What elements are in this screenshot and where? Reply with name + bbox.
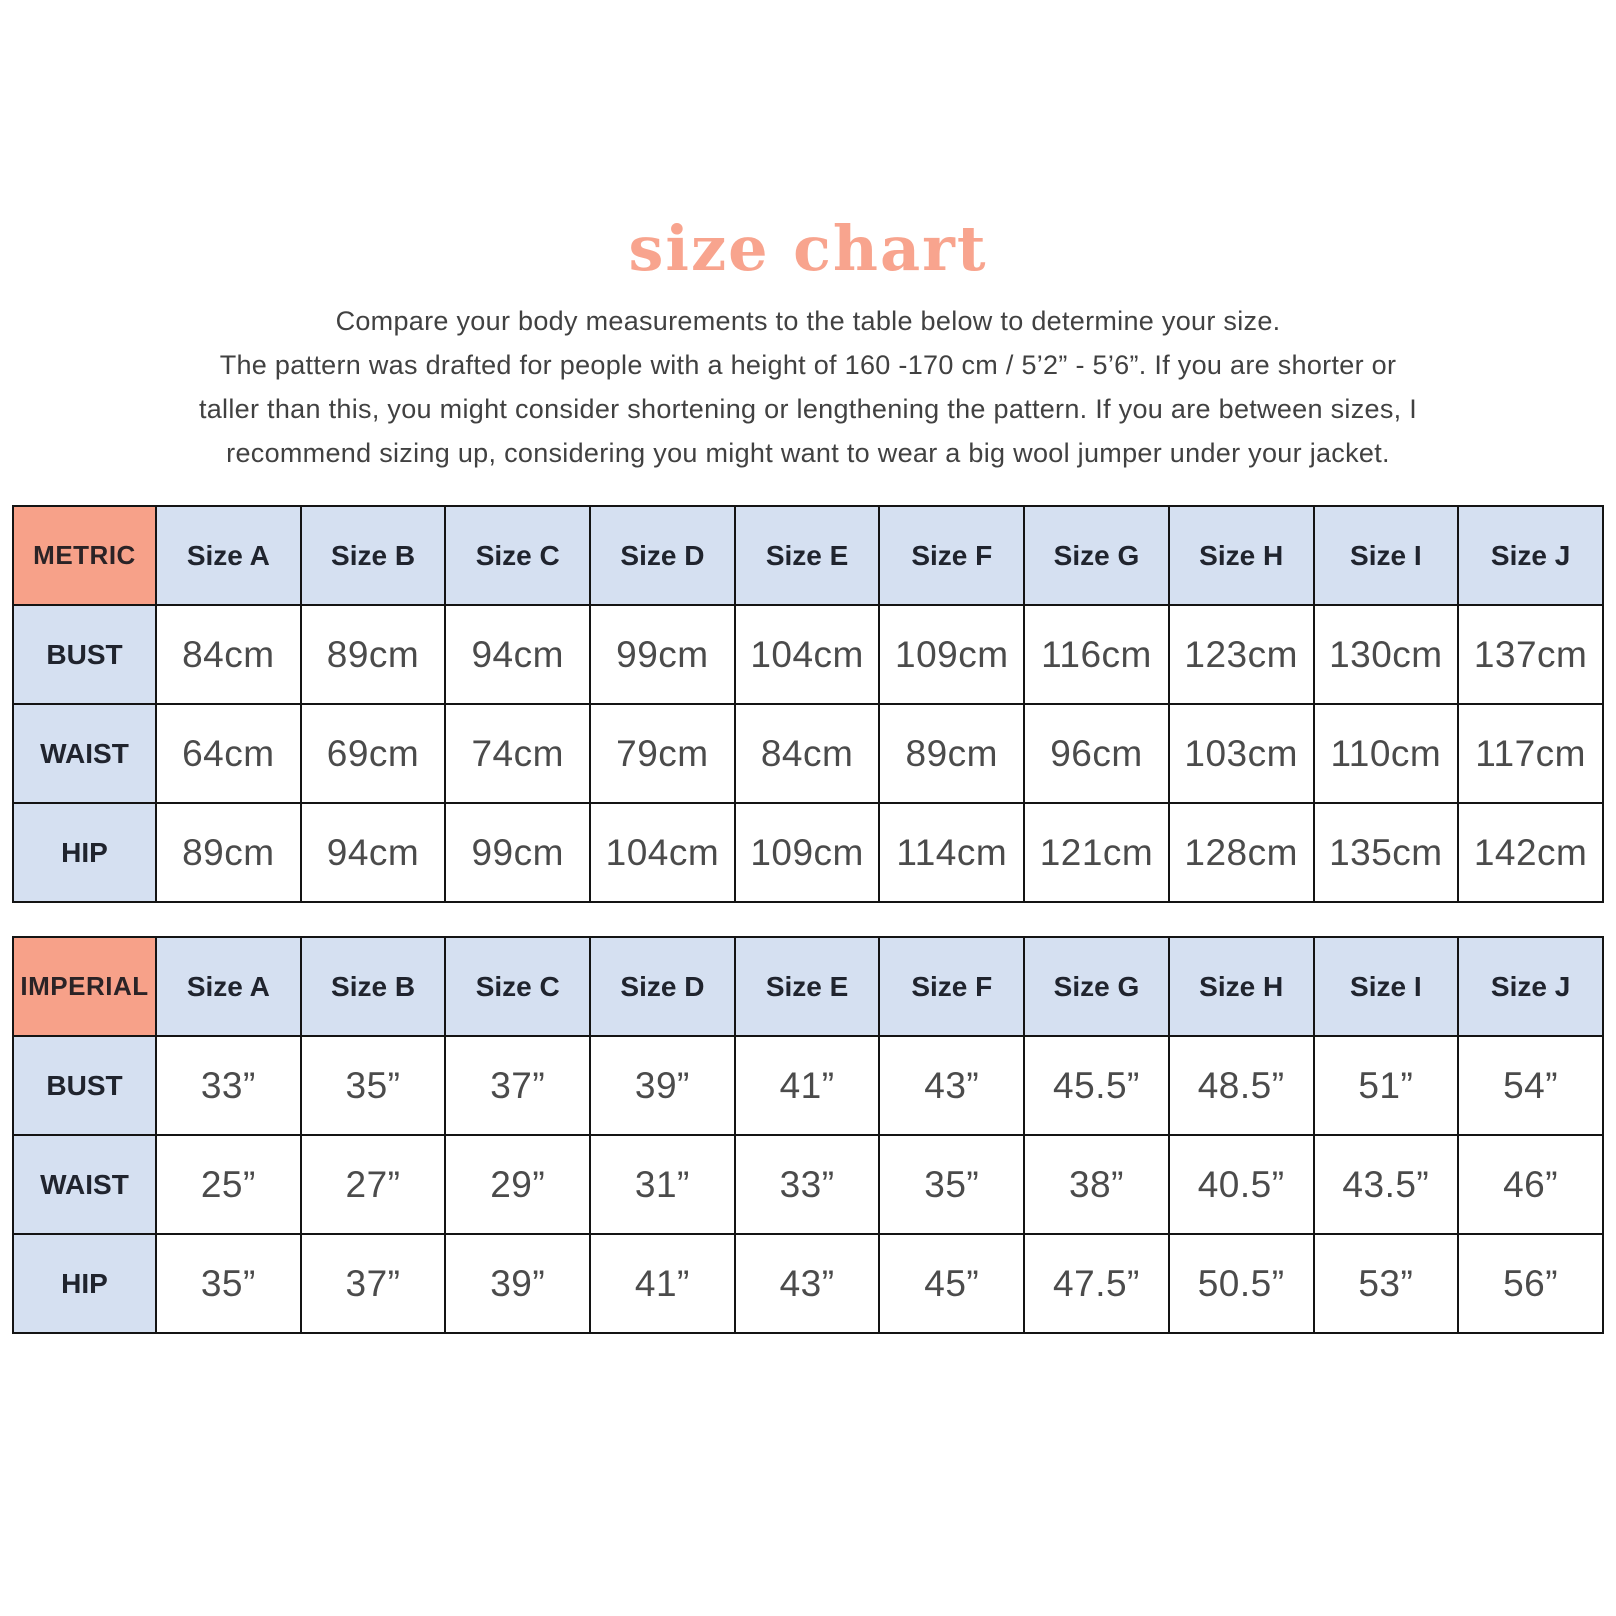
measurement-value-cell: 130cm — [1314, 605, 1459, 704]
intro-line-4: recommend sizing up, considering you might want to wear a big wool jumper under your jacket. — [226, 438, 1390, 468]
imperial-corner-label: IMPERIAL — [13, 937, 156, 1036]
measurement-value-cell: 43.5” — [1314, 1135, 1459, 1234]
measurement-value-cell: 38” — [1024, 1135, 1169, 1234]
imperial-size-column-header-6: Size F — [879, 937, 1024, 1036]
imperial-size-column-header-9: Size I — [1314, 937, 1459, 1036]
measurement-value-cell: 56” — [1458, 1234, 1603, 1333]
metric-row-label-hip: HIP — [13, 803, 156, 902]
metric-size-column-header-5: Size E — [735, 506, 880, 605]
intro-text — [0, 299, 1616, 475]
metric-row-label-bust: BUST — [13, 605, 156, 704]
imperial-size-column-header-5: Size E — [735, 937, 880, 1036]
metric-size-column-header-3: Size C — [445, 506, 590, 605]
measurement-value-cell: 74cm — [445, 704, 590, 803]
measurement-value-cell: 35” — [301, 1036, 446, 1135]
metric-size-column-header-10: Size J — [1458, 506, 1603, 605]
measurement-value-cell: 109cm — [735, 803, 880, 902]
metric-size-column-header-9: Size I — [1314, 506, 1459, 605]
intro-line-2: The pattern was drafted for people with a height of 160 -170 cm / 5’2” - 5’6”. If you are shorter or — [219, 350, 1397, 380]
measurement-value-cell: 117cm — [1458, 704, 1603, 803]
measurement-value-cell: 54” — [1458, 1036, 1603, 1135]
metric-size-column-header-2: Size B — [301, 506, 446, 605]
measurement-value-cell: 40.5” — [1169, 1135, 1314, 1234]
measurement-value-cell: 94cm — [301, 803, 446, 902]
imperial-size-column-header-3: Size C — [445, 937, 590, 1036]
intro-line-3: taller than this, you might consider shortening or lengthening the pattern. If you are between sizes, I — [198, 394, 1418, 424]
imperial-row-label-waist: WAIST — [13, 1135, 156, 1234]
measurement-value-cell: 84cm — [735, 704, 880, 803]
measurement-value-cell: 137cm — [1458, 605, 1603, 704]
measurement-value-cell: 33” — [156, 1036, 301, 1135]
measurement-value-cell: 128cm — [1169, 803, 1314, 902]
measurement-value-cell: 39” — [590, 1036, 735, 1135]
measurement-value-cell: 50.5” — [1169, 1234, 1314, 1333]
measurement-value-cell: 41” — [735, 1036, 880, 1135]
intro-line-1: Compare your body measurements to the table below to determine your size. — [335, 306, 1281, 336]
measurement-value-cell: 96cm — [1024, 704, 1169, 803]
measurement-value-cell: 41” — [590, 1234, 735, 1333]
imperial-size-column-header-4: Size D — [590, 937, 735, 1036]
imperial-size-column-header-7: Size G — [1024, 937, 1169, 1036]
measurement-value-cell: 142cm — [1458, 803, 1603, 902]
measurement-value-cell: 64cm — [156, 704, 301, 803]
metric-size-column-header-7: Size G — [1024, 506, 1169, 605]
measurement-value-cell: 89cm — [879, 704, 1024, 803]
measurement-value-cell: 33” — [735, 1135, 880, 1234]
measurement-value-cell: 27” — [301, 1135, 446, 1234]
measurement-value-cell: 104cm — [735, 605, 880, 704]
imperial-size-column-header-10: Size J — [1458, 937, 1603, 1036]
metric-size-table — [12, 505, 1604, 903]
measurement-value-cell: 116cm — [1024, 605, 1169, 704]
metric-corner-label: METRIC — [13, 506, 156, 605]
measurement-value-cell: 84cm — [156, 605, 301, 704]
metric-size-column-header-6: Size F — [879, 506, 1024, 605]
measurement-value-cell: 104cm — [590, 803, 735, 902]
measurement-value-cell: 47.5” — [1024, 1234, 1169, 1333]
measurement-value-cell: 35” — [156, 1234, 301, 1333]
measurement-value-cell: 35” — [879, 1135, 1024, 1234]
measurement-value-cell: 103cm — [1169, 704, 1314, 803]
measurement-value-cell: 37” — [301, 1234, 446, 1333]
measurement-value-cell: 46” — [1458, 1135, 1603, 1234]
measurement-value-cell: 25” — [156, 1135, 301, 1234]
measurement-value-cell: 89cm — [156, 803, 301, 902]
measurement-value-cell: 43” — [735, 1234, 880, 1333]
measurement-value-cell: 45.5” — [1024, 1036, 1169, 1135]
measurement-value-cell: 45” — [879, 1234, 1024, 1333]
page-title: size chart — [628, 212, 988, 285]
measurement-value-cell: 94cm — [445, 605, 590, 704]
measurement-value-cell: 114cm — [879, 803, 1024, 902]
measurement-value-cell: 99cm — [590, 605, 735, 704]
measurement-value-cell: 69cm — [301, 704, 446, 803]
metric-size-column-header-1: Size A — [156, 506, 301, 605]
imperial-size-column-header-8: Size H — [1169, 937, 1314, 1036]
measurement-value-cell: 29” — [445, 1135, 590, 1234]
imperial-row-label-bust: BUST — [13, 1036, 156, 1135]
measurement-value-cell: 109cm — [879, 605, 1024, 704]
metric-size-column-header-4: Size D — [590, 506, 735, 605]
measurement-value-cell: 51” — [1314, 1036, 1459, 1135]
measurement-value-cell: 135cm — [1314, 803, 1459, 902]
imperial-row-label-hip: HIP — [13, 1234, 156, 1333]
measurement-value-cell: 89cm — [301, 605, 446, 704]
measurement-value-cell: 121cm — [1024, 803, 1169, 902]
imperial-size-column-header-2: Size B — [301, 937, 446, 1036]
measurement-value-cell: 48.5” — [1169, 1036, 1314, 1135]
imperial-size-column-header-1: Size A — [156, 937, 301, 1036]
measurement-value-cell: 110cm — [1314, 704, 1459, 803]
measurement-value-cell: 79cm — [590, 704, 735, 803]
measurement-value-cell: 37” — [445, 1036, 590, 1135]
measurement-value-cell: 99cm — [445, 803, 590, 902]
measurement-value-cell: 39” — [445, 1234, 590, 1333]
measurement-value-cell: 31” — [590, 1135, 735, 1234]
metric-size-column-header-8: Size H — [1169, 506, 1314, 605]
measurement-value-cell: 53” — [1314, 1234, 1459, 1333]
imperial-size-table — [12, 936, 1604, 1334]
measurement-value-cell: 43” — [879, 1036, 1024, 1135]
measurement-value-cell: 123cm — [1169, 605, 1314, 704]
metric-row-label-waist: WAIST — [13, 704, 156, 803]
